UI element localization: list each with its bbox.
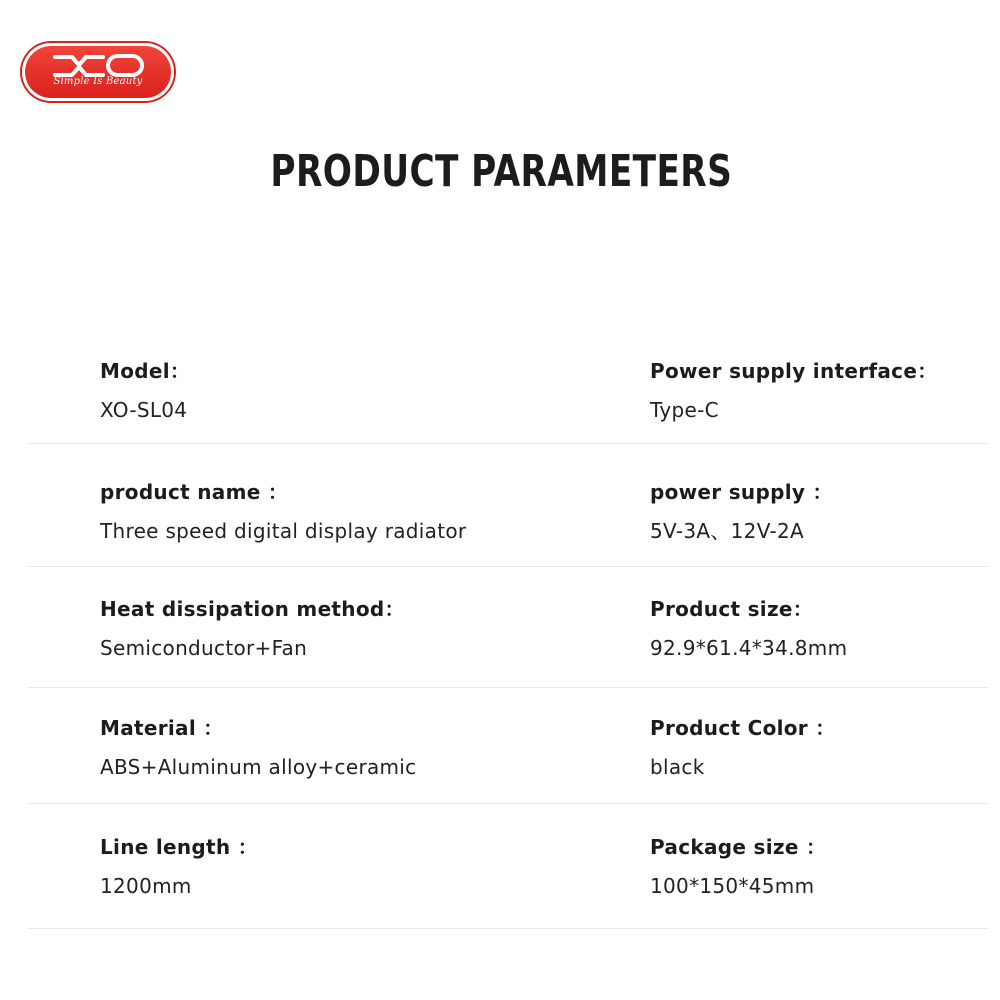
- param-value: 5V-3A、12V-2A: [650, 519, 805, 543]
- param-row: [28, 444, 988, 567]
- param-cell-package-size: [650, 834, 826, 899]
- xo-logo: [22, 43, 174, 101]
- param-label: Power supply interface：: [650, 359, 938, 383]
- param-cell-product-name: [100, 479, 466, 544]
- param-value: 1200mm: [100, 874, 192, 898]
- param-cell-model: [100, 358, 190, 423]
- param-value: Three speed digital display radiator: [100, 519, 467, 543]
- param-label: Product size：: [650, 597, 814, 621]
- param-cell-line-length: [100, 834, 258, 899]
- param-row: [28, 340, 988, 444]
- param-cell-power-supply: [650, 479, 833, 544]
- xo-logo-mark: [22, 43, 174, 101]
- param-label: Product Color ：: [650, 716, 836, 740]
- param-value: 100*150*45mm: [650, 874, 815, 898]
- param-value: ABS+Aluminum alloy+ceramic: [100, 755, 417, 779]
- param-value: black: [650, 755, 705, 779]
- param-label: product name ：: [100, 480, 289, 504]
- param-label: Line length ：: [100, 835, 259, 859]
- param-row: [28, 804, 988, 929]
- param-value: XO-SL04: [100, 398, 188, 422]
- param-label: Model：: [100, 359, 191, 383]
- param-cell-product-color: [650, 715, 836, 780]
- page-title: PRODUCT PARAMETERS: [270, 146, 733, 197]
- logo-tagline: Simple Is Beauty: [53, 76, 143, 87]
- param-label: Package size ：: [650, 835, 827, 859]
- param-label: Heat dissipation method：: [100, 597, 405, 621]
- param-cell-power-interface: [650, 358, 938, 423]
- param-label: power supply ：: [650, 480, 833, 504]
- parameters-table: [28, 340, 988, 929]
- param-value: Semiconductor+Fan: [100, 636, 308, 660]
- param-row: [28, 567, 988, 688]
- param-cell-heat-dissipation: [100, 596, 405, 661]
- param-cell-material: [100, 715, 416, 780]
- param-label: Material ：: [100, 716, 224, 740]
- param-row: [28, 688, 988, 804]
- param-value: 92.9*61.4*34.8mm: [650, 636, 848, 660]
- param-cell-product-size: [650, 596, 847, 661]
- param-value: Type-C: [650, 398, 719, 422]
